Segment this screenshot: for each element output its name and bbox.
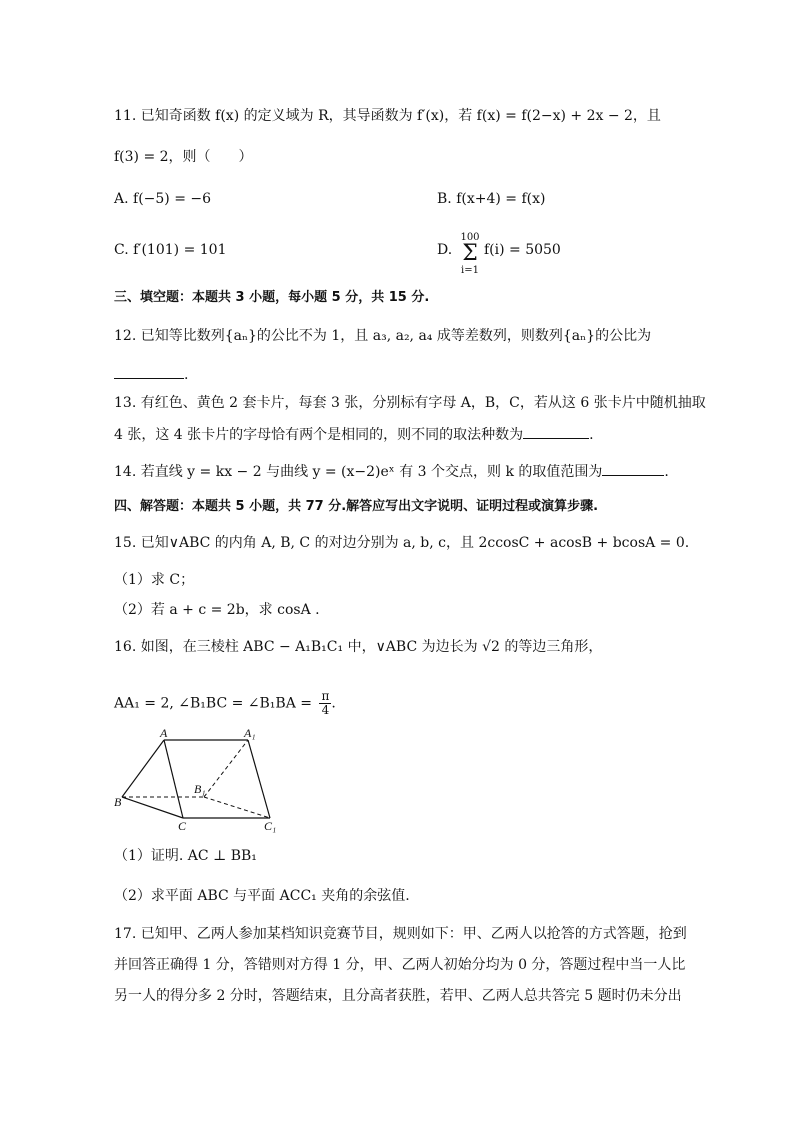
fraction-denominator: 4 [321,703,330,717]
label-B1: B₁ [194,782,206,796]
label-B: B [114,795,122,809]
label-A: A [160,726,168,740]
label-A1: A₁ [244,726,256,740]
q16-condition-text: AA₁ = 2, ∠B₁BC = ∠B₁BA = [114,695,313,712]
q14-text: 14. 若直线 y = kx − 2 与曲线 y = (x−2)eˣ 有 3 个交点，则 k 的取值范围为 [114,464,603,480]
q13-stem-line2 [114,424,594,445]
q13-end-period: . [589,427,594,443]
label-C: C [178,819,187,833]
q15-part-2: （2）若 a + c = 2b，求 cosA . [114,602,320,618]
q17-stem-line3: 另一人的得分多 2 分时，答题结束，且分高者获胜，若甲、乙两人总共答完 5 题时仍未分出 [114,988,682,1004]
q11-option-a: A. f(−5) = −6 [114,191,212,207]
q13-stem-line1: 13. 有红色、黄色 2 套卡片，每套 3 张，分别标有字母 A，B，C，若从这 6 张卡片中随机抽取 [114,395,706,411]
q16-condition-end: . [331,695,336,712]
q17-stem-line2: 并回答正确得 1 分，答错则对方得 1 分，甲、乙两人初始分均为 0 分，答题过程中当一人比 [114,957,686,973]
edge-AC [164,740,183,818]
q13-line2-text: 4 张，这 4 张卡片的字母恰有两个是相同的，则不同的取法种数为 [114,427,524,443]
q11-stem-line2: f(3) = 2，则（ ） [114,149,253,165]
sigma-symbol: Σ [462,241,478,266]
q12-answer-line [114,364,188,385]
triangular-prism-figure [110,724,290,836]
sum-lower-limit: i=1 [461,265,479,276]
fraction-numerator: π [321,689,330,703]
label-C1: C₁ [264,819,277,833]
q12-end-period: . [184,367,189,383]
q16-part-1: （1）证明. AC ⊥ BB₁ [114,848,257,864]
q11-option-b: B. f(x+4) = f(x) [437,191,546,207]
q16-fraction [319,690,331,717]
q12-stem: 12. 已知等比数列{aₙ}的公比不为 1，且 a₃, a₂, a₄ 成等差数列，则数列{aₙ}的公比为 [114,328,652,344]
q12-answer-blank[interactable] [114,364,184,379]
edge-BC [122,797,183,818]
q16-condition [114,690,336,716]
edge-B1C1-hidden [204,797,270,818]
q11-option-d-expr: f(i) = 5050 [484,242,561,258]
q16-part-2: （2）求平面 ABC 与平面 ACC₁ 夹角的余弦值. [114,888,410,904]
q13-answer-blank[interactable] [523,424,589,439]
q15-stem: 15. 已知∨ABC 的内角 A, B, C 的对边分别为 a, b, c，且 2ccosC + acosB + bcosA = 0. [114,535,690,551]
q14-answer-blank[interactable] [602,461,664,476]
edge-BA [122,740,164,797]
q14-stem [114,461,669,482]
section-3-heading: 三、填空题：本题共 3 小题，每小题 5 分，共 15 分. [114,290,430,305]
q15-part-1: （1）求 C； [114,572,195,588]
q16-stem: 16. 如图，在三棱柱 ABC − A₁B₁C₁ 中，∨ABC 为边长为 √2 的等边三角形， [114,639,603,655]
q11-option-c: C. f′(101) = 101 [114,242,227,258]
sum-upper-limit: 100 [460,232,480,243]
q17-stem-line1: 17. 已知甲、乙两人参加某档知识竞赛节目，规则如下：甲、乙两人以抢答的方式答题，抢到 [114,926,687,942]
q11-stem-line1: 11. 已知奇函数 f(x) 的定义域为 R，其导函数为 f′(x)，若 f(x) = f(2−x) + 2x − 2，且 [114,108,661,124]
q11-option-d-sum [460,232,480,276]
edge-A1C1 [248,740,270,818]
q11-option-d-label: D. [437,242,453,258]
section-4-heading: 四、解答题：本题共 5 小题，共 77 分.解答应写出文字说明、证明过程或演算步骤. [114,499,599,514]
edge-B1A1-hidden [204,740,248,797]
q14-end-period: . [664,464,669,480]
